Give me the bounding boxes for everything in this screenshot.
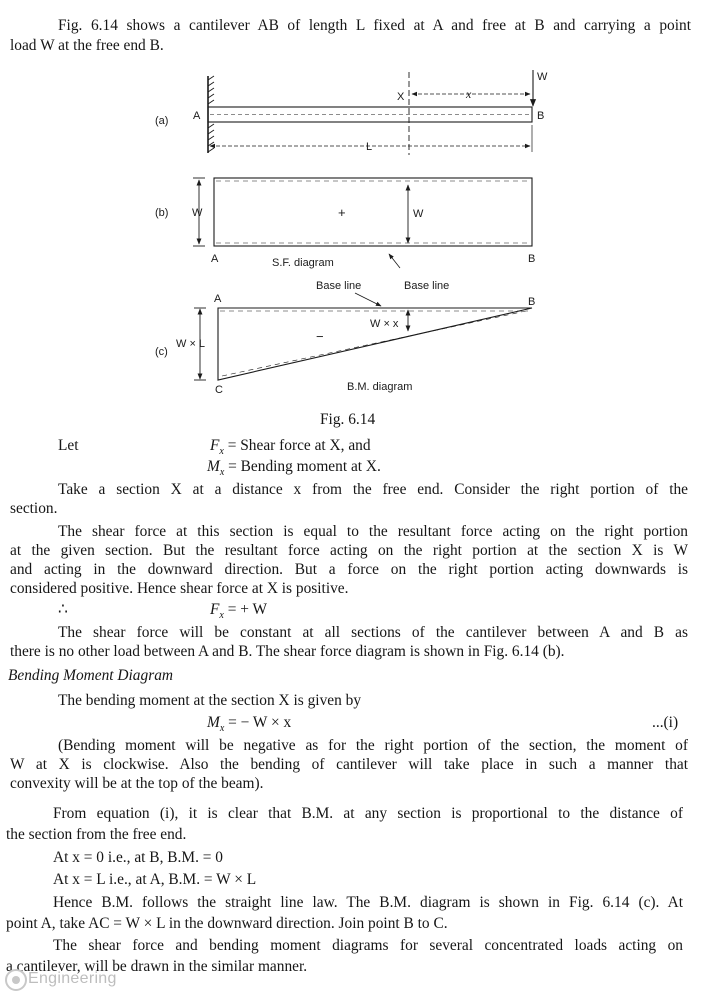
sf-label-w-left: W xyxy=(192,207,203,219)
figure-6-14 xyxy=(0,0,710,430)
label-l: L xyxy=(366,141,373,153)
sf-rectangle xyxy=(214,178,532,246)
label-b: (b) xyxy=(155,207,169,219)
section-heading: Bending Moment Diagram xyxy=(8,667,173,684)
base-line-pointer-1 xyxy=(389,254,400,268)
para6-line-2: the section from the free end. xyxy=(6,826,187,843)
para2-line-1: The shear force at this section is equal to the resultant force acting on the right portion xyxy=(58,523,688,540)
label-w-load: W xyxy=(537,71,548,83)
figure-caption: Fig. 6.14 xyxy=(320,411,376,428)
para2-line-2: at the given section. But the resultant force acting on the right portion at the section X is W xyxy=(10,542,688,559)
base-line-label-1: Base line xyxy=(316,280,362,292)
point-a-top: A xyxy=(193,110,201,122)
equation-mx: $M_x$ = − W × x xyxy=(207,714,292,735)
sf-label-w-right: W xyxy=(413,208,424,220)
bm-label-wxl: W × L xyxy=(176,338,206,350)
intro-line-1: Fig. 6.14 shows a cantilever AB of length L fixed at A and free at B and carrying a point xyxy=(58,17,691,34)
bm-point-b: B xyxy=(528,296,536,308)
para6-line-1: From equation (i), it is clear that B.M. at any section is proportional to the distance of xyxy=(53,805,683,822)
bm-diagram-label: B.M. diagram xyxy=(347,381,413,393)
para7-line-1: Hence B.M. follows the straight line law. The B.M. diagram is shown in Fig. 6.14 (c). At xyxy=(53,894,683,911)
intro-line-2: load W at the free end B. xyxy=(10,37,164,54)
watermark-text: Engineering xyxy=(28,970,117,987)
support-hatching xyxy=(208,76,214,152)
label-x-distance: x xyxy=(466,87,472,101)
condition-a: At x = L i.e., at A, B.M. = W × L xyxy=(53,871,257,888)
bm-label-wxx: W × x xyxy=(370,318,399,330)
para7-line-2: point A, take AC = W × L in the downward direction. Join point B to C. xyxy=(6,915,448,932)
para3-line-1: The shear force will be constant at all sections of the cantilever between A and B as xyxy=(58,624,688,641)
sf-diagram xyxy=(193,178,532,268)
base-line-label-2: Base line xyxy=(404,280,450,292)
sf-point-b: B xyxy=(528,253,536,265)
para8-line-2: a cantilever, will be drawn in the similar manner. xyxy=(6,958,308,975)
condition-b: At x = 0 i.e., at B, B.M. = 0 xyxy=(53,849,223,866)
para2-line-4: considered positive. Hence shear force at X is positive. xyxy=(10,580,349,597)
point-b-top: B xyxy=(537,110,545,122)
bm-point-a: A xyxy=(214,293,222,305)
bm-sign-negative: − xyxy=(316,329,324,344)
let-label: Let xyxy=(58,437,79,454)
label-a: (a) xyxy=(155,115,169,127)
definition-fx: $F_x$ = Shear force at X, and xyxy=(210,437,371,458)
para1-line-2: section. xyxy=(10,500,58,517)
para4: The bending moment at the section X is given by xyxy=(58,692,362,709)
para5-line-1: (Bending moment will be negative as for the right portion of the section, the moment of xyxy=(58,737,688,754)
definition-mx: $M_x$ = Bending moment at X. xyxy=(207,458,381,479)
base-line-pointer-2 xyxy=(355,293,381,306)
equation-ref: ...(i) xyxy=(652,714,679,731)
para5-line-2: W at X is clockwise. Also the bending of cantilever will take place in such a manner that xyxy=(10,756,688,773)
para1-line-1: Take a section X at a distance x from the free end. Consider the right portion of the xyxy=(58,481,688,498)
sf-point-a: A xyxy=(211,253,219,265)
para5-line-3: convexity will be at the top of the beam). xyxy=(10,775,264,792)
para8-line-1: The shear force and bending moment diagrams for several concentrated loads acting on xyxy=(53,937,683,954)
label-x-section: X xyxy=(397,91,405,103)
label-c: (c) xyxy=(155,346,168,358)
para3-line-2: there is no other load between A and B. The shear force diagram is shown in Fig. 6.14 (b). xyxy=(10,643,565,660)
para2-line-3: and acting in the downward direction. But a force on the right portion acting downwards is xyxy=(10,561,688,578)
bm-point-c: C xyxy=(215,384,223,396)
equation-fx: $F_x$ = + W xyxy=(210,601,268,622)
bm-diagram xyxy=(194,293,532,380)
sf-sign-positive: + xyxy=(338,205,346,220)
therefore-symbol: ∴ xyxy=(58,601,68,618)
sf-diagram-label: S.F. diagram xyxy=(272,257,334,269)
